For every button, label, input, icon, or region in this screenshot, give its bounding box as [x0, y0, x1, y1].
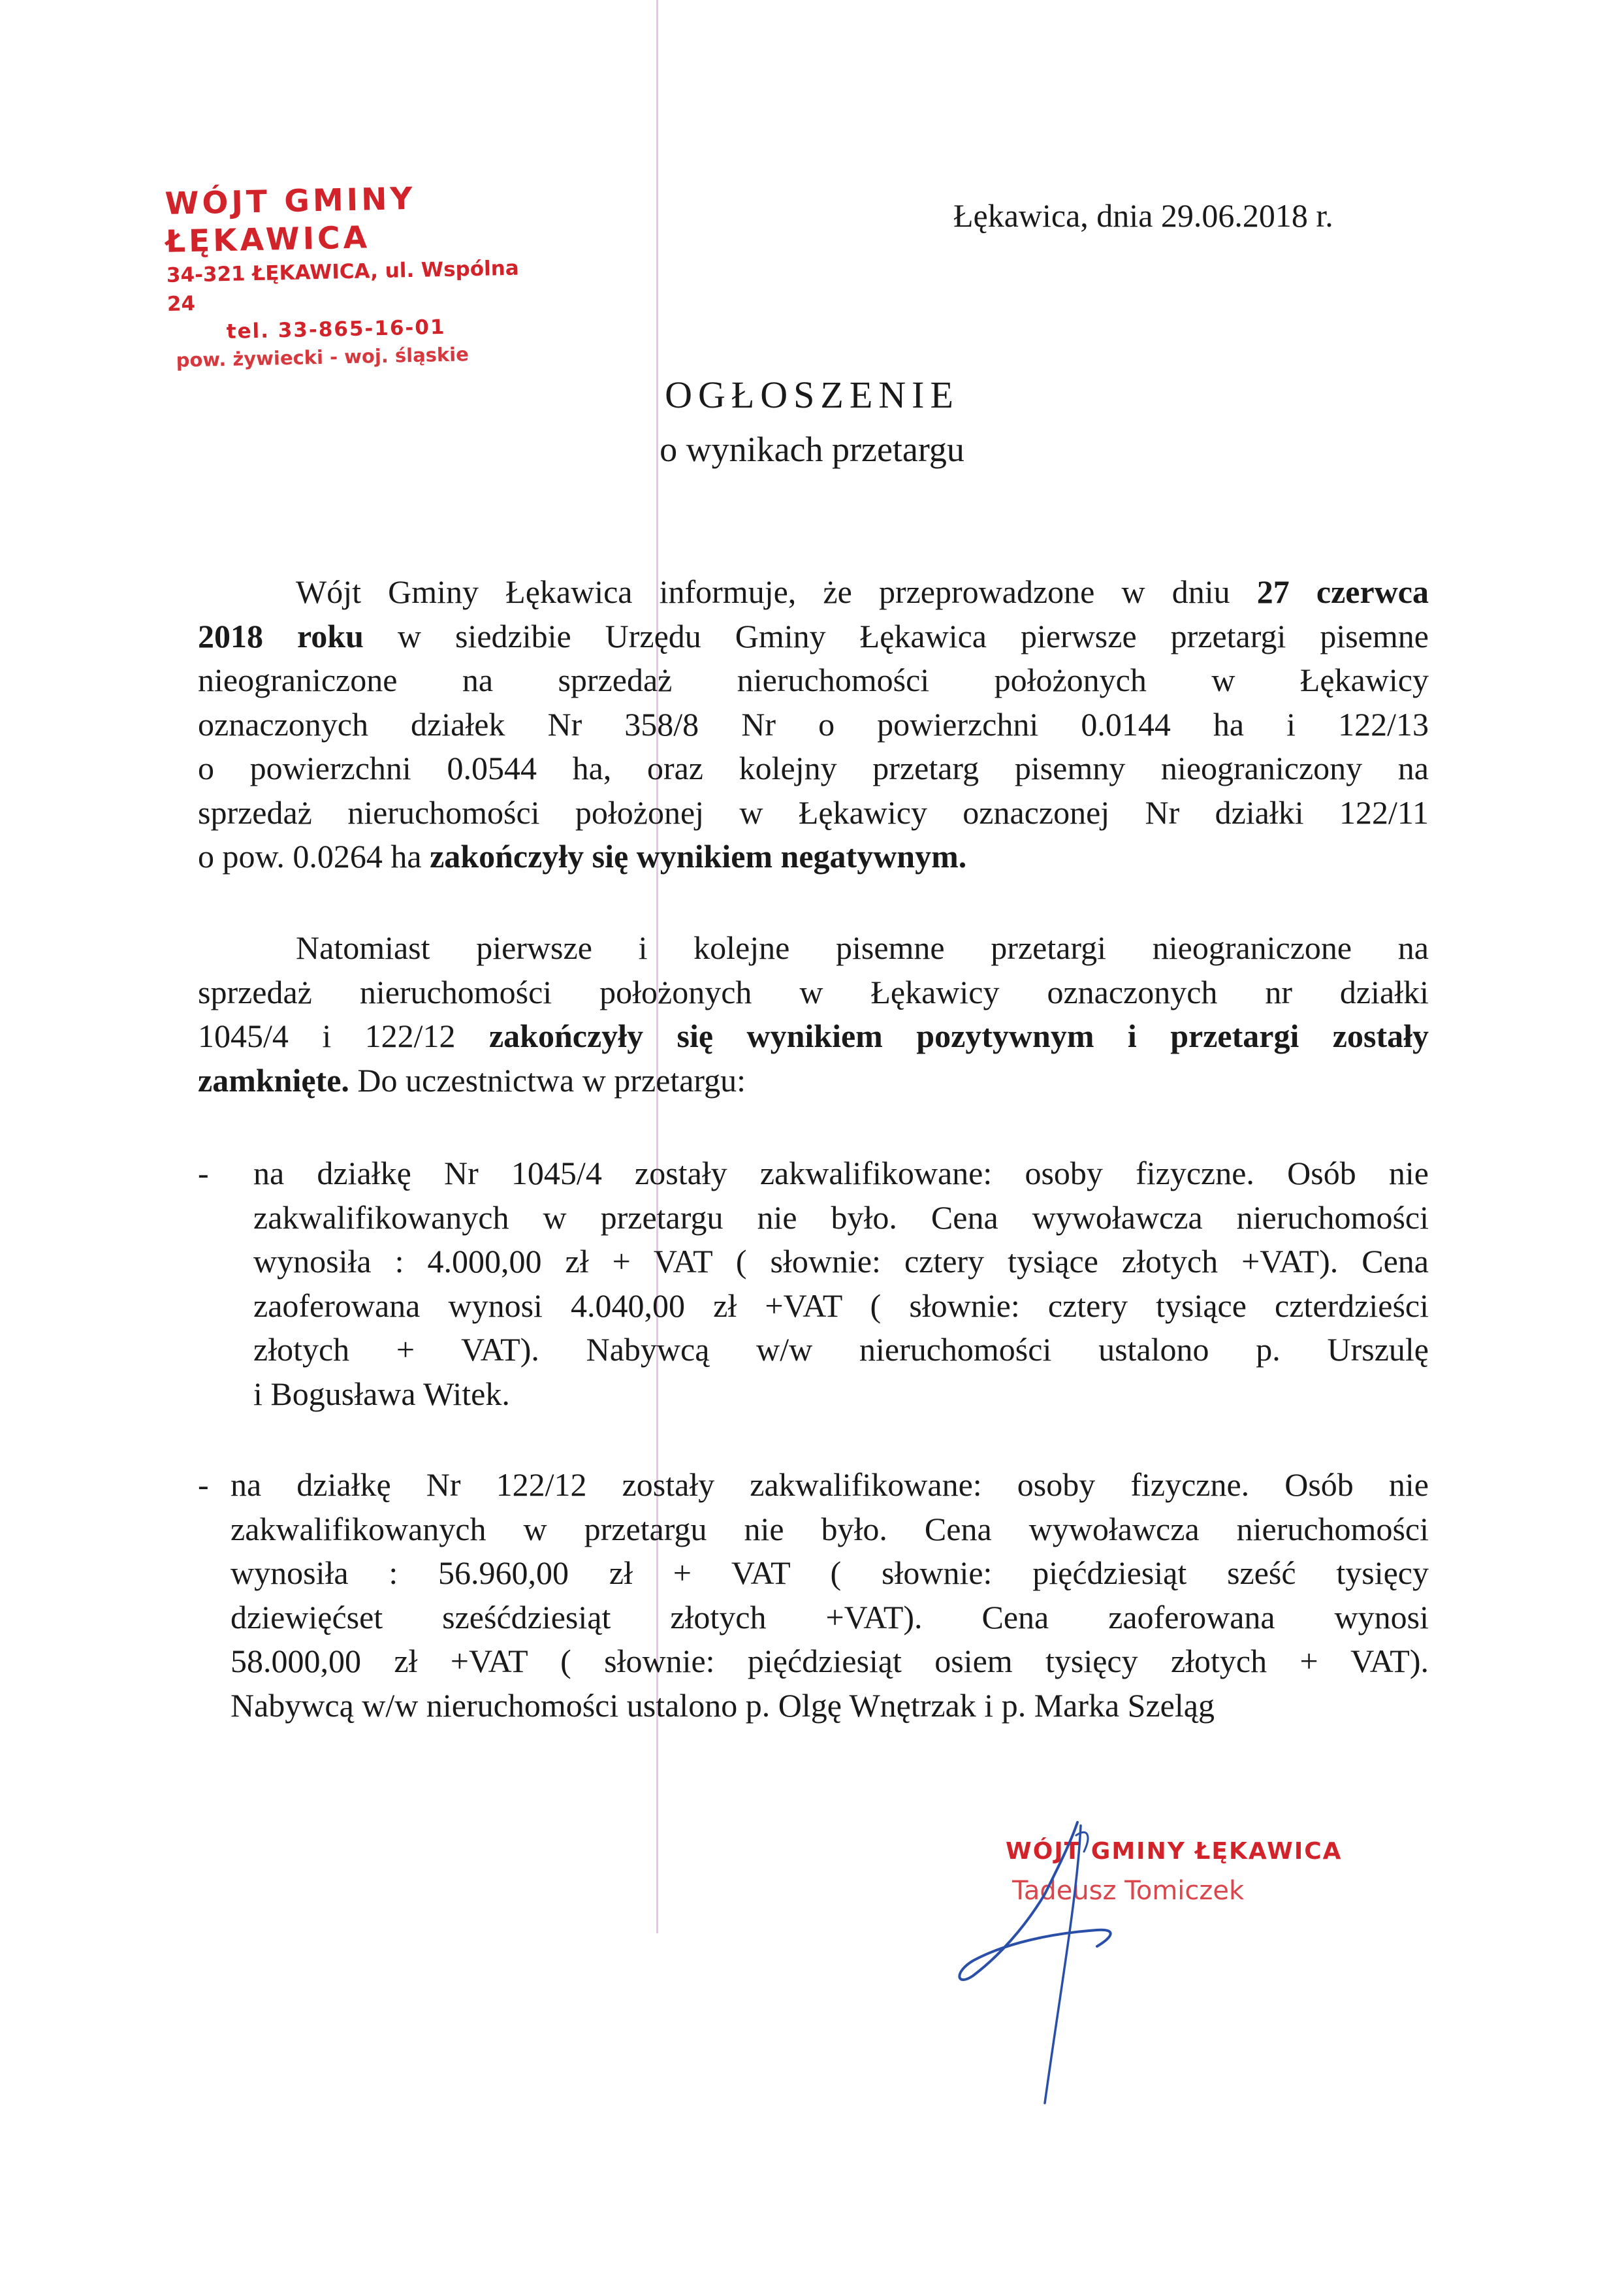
paragraph-line: wynosiła : 4.000,00 zł + VAT ( słownie: cztery tysiące złotych +VAT). Cena	[253, 1243, 1429, 1280]
paragraph-line	[296, 570, 1429, 615]
list-dash: -	[198, 1155, 209, 1191]
paragraph-line: sprzedaż nieruchomości położonej w Łękawicy oznaczonej Nr działki 122/11	[198, 794, 1429, 831]
text-run: o pow. 0.0264 ha	[198, 838, 430, 875]
paragraph-1	[198, 570, 1429, 879]
text-run: Wójt Gminy Łękawica informuje, że przeprowadzone w dniu	[296, 573, 1257, 610]
bold-text: zamknięte.	[198, 1061, 349, 1099]
paragraph-line: na działkę Nr 122/12 zostały zakwalifikowane: osoby fizyczne. Osób nie	[231, 1466, 1429, 1503]
paragraph-line	[198, 835, 1429, 879]
paragraph-line: złotych + VAT). Nabywcą w/w nieruchomości ustalono p. Urszulę	[253, 1331, 1429, 1368]
text-run: 1045/4 i 122/12	[198, 1018, 489, 1054]
paragraph-line: 58.000,00 zł +VAT ( słownie: pięćdziesiąt osiem tysięcy złotych + VAT).	[231, 1643, 1429, 1679]
stamp-line-4: pow. żywiecki - woj. śląskie	[176, 343, 470, 372]
paragraph-line	[198, 615, 1429, 659]
signature-stamp-title: WÓJT GMINY ŁĘKAWICA	[1006, 1838, 1343, 1865]
stamp-line-1: WÓJT GMINY ŁĘKAWICA	[165, 180, 417, 260]
stamp-line-3: tel. 33-865-16-01	[226, 315, 446, 344]
paragraph-line	[198, 1014, 1429, 1059]
paragraph-line: Natomiast pierwsze i kolejne pisemne przetargi nieograniczone na	[296, 929, 1429, 966]
handwritten-signature	[947, 1816, 1162, 2116]
paragraph-line: wynosiła : 56.960,00 zł + VAT ( słownie: pięćdziesiąt sześć tysięcy	[231, 1554, 1429, 1591]
paragraph-line: i Bogusława Witek.	[253, 1375, 510, 1412]
document-date: Łękawica, dnia 29.06.2018 r.	[953, 197, 1333, 234]
paragraph-2	[198, 926, 1429, 1103]
paragraph-line: sprzedaż nieruchomości położonych w Łękawicy oznaczonych nr działki	[198, 973, 1429, 1010]
paragraph-line: nieograniczone na sprzedaż nieruchomości położonych w Łękawicy	[198, 662, 1429, 698]
document-title: OGŁOSZENIE	[665, 374, 959, 416]
list-dash: -	[198, 1466, 209, 1503]
bold-text: zakończyły się wynikiem pozytywnym i przetargi zostały	[488, 1018, 1429, 1054]
list-item-2	[231, 1463, 1429, 1728]
paragraph-line: zakwalifikowanych w przetargu nie było. Cena wywoławcza nieruchomości	[231, 1510, 1429, 1547]
bold-text: zakończyły się wynikiem negatywnym.	[430, 838, 967, 875]
paragraph-line: o powierzchni 0.0544 ha, oraz kolejny przetarg pisemny nieograniczony na	[198, 750, 1429, 786]
text-run: Do uczestnictwa w przetargu:	[349, 1061, 746, 1099]
paragraph-line: dziewięćset sześćdziesiąt złotych +VAT). Cena zaoferowana wynosi	[231, 1598, 1429, 1635]
signature-stamp-name: Tadeusz Tomiczek	[1012, 1876, 1245, 1906]
list-item-1	[253, 1151, 1429, 1416]
paragraph-line: zaoferowana wynosi 4.040,00 zł +VAT ( słownie: cztery tysiące czterdzieści	[253, 1287, 1429, 1324]
document-subtitle: o wynikach przetargu	[660, 430, 964, 469]
office-stamp	[165, 178, 534, 374]
bold-text: 27 czerwca	[1256, 573, 1429, 610]
stamp-line-2: 34-321 ŁĘKAWICA, ul. Wspólna 24	[166, 256, 520, 316]
paragraph-line	[198, 1059, 1429, 1103]
paragraph-line: oznaczonych działek Nr 358/8 Nr o powierzchni 0.0144 ha i 122/13	[198, 705, 1429, 743]
paragraph-line: zakwalifikowanych w przetargu nie było. Cena wywoławcza nieruchomości	[253, 1199, 1429, 1236]
paragraph-line: na działkę Nr 1045/4 zostały zakwalifikowane: osoby fizyczne. Osób nie	[253, 1155, 1429, 1191]
paragraph-line: Nabywcą w/w nieruchomości ustalono p. Olgę Wnętrzak i p. Marka Szeląg	[231, 1686, 1215, 1724]
bold-text: 2018 roku	[198, 617, 364, 654]
text-run: w siedzibie Urzędu Gminy Łękawica pierwsze przetargi pisemne	[363, 617, 1429, 654]
